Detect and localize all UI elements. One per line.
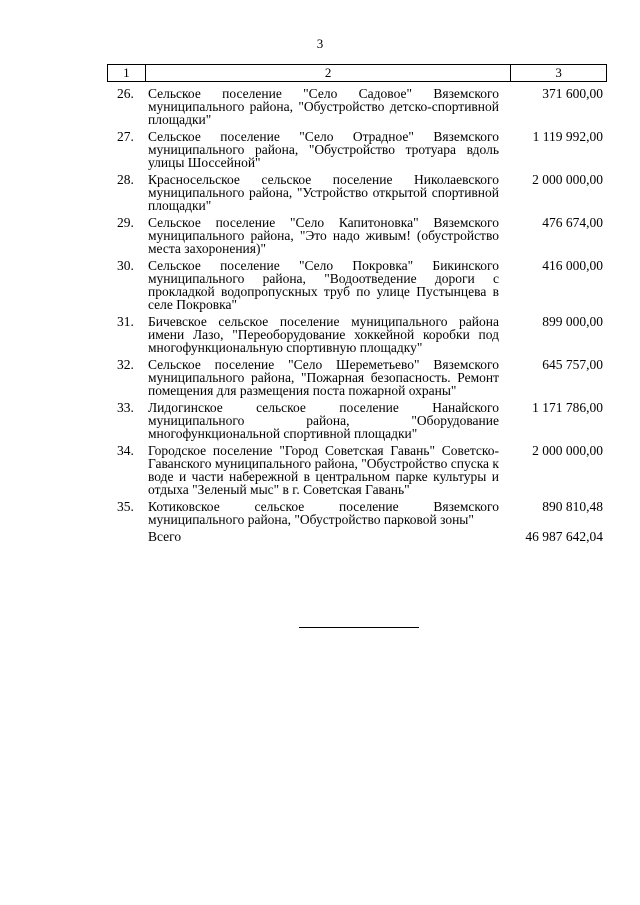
row-number: 35.	[117, 499, 134, 514]
row-number: 27.	[117, 129, 134, 144]
total-row	[107, 530, 607, 543]
table-row	[107, 315, 607, 354]
row-number: 29.	[117, 215, 134, 230]
row-number: 34.	[117, 443, 134, 458]
row-description: Сельское поселение "Село Садовое" Вяземского муниципального района, "Обустройство детско-спортивной площадки"	[148, 86, 499, 127]
table-row	[107, 130, 607, 169]
row-description: Котиковское сельское поселение Вяземского муниципального района, "Обустройство парковой зоны"	[148, 499, 499, 527]
row-amount: 1 119 992,00	[532, 129, 603, 144]
column-header-table	[107, 64, 607, 82]
row-number: 31.	[117, 314, 134, 329]
row-amount: 416 000,00	[542, 258, 603, 273]
row-description: Лидогинское сельское поселение Нанайского муниципального района, "Оборудование многофункциональной спортивной площадки"	[148, 400, 499, 441]
row-amount: 371 600,00	[542, 86, 603, 101]
row-description: Сельское поселение "Село Шереметьево" Вяземского муниципального района, "Пожарная безопасность. Ремонт помещения для размещения поста пожарной охраны"	[148, 357, 499, 398]
row-number: 30.	[117, 258, 134, 273]
table-row	[107, 259, 607, 311]
total-amount: 46 987 642,04	[525, 529, 603, 544]
column-header-1: 1	[108, 65, 146, 82]
row-description: Сельское поселение "Село Капитоновка" Вяземского муниципального района, "Это надо живым! (обустройство места захоронения)"	[148, 215, 499, 256]
row-amount: 2 000 000,00	[532, 172, 603, 187]
row-description: Городское поселение "Город Советская Гавань" Советско-Гаванского муниципального района, "Обустройство спуска к воде и части набережной в центральном парке культуры и отдыха "Зеленый мыс" в г. Советская Гавань"	[148, 443, 499, 497]
column-header-3: 3	[511, 65, 607, 82]
row-description: Бичевское сельское поселение муниципального района имени Лазо, "Переоборудование хоккейной коробки под многофункциональную спортивную площадку"	[148, 314, 499, 355]
column-header-2: 2	[145, 65, 510, 82]
table-row	[107, 500, 607, 526]
table-row	[107, 444, 607, 496]
row-amount: 899 000,00	[542, 314, 603, 329]
table-row	[107, 401, 607, 440]
row-amount: 2 000 000,00	[532, 443, 603, 458]
end-divider	[299, 627, 419, 628]
table-body	[107, 87, 607, 547]
page-number: 3	[316, 36, 324, 51]
row-amount: 890 810,48	[542, 499, 603, 514]
table-row	[107, 216, 607, 255]
row-amount: 1 171 786,00	[532, 400, 603, 415]
row-number: 28.	[117, 172, 134, 187]
row-number: 26.	[117, 86, 134, 101]
total-label: Всего	[148, 529, 182, 544]
row-description: Сельское поселение "Село Покровка" Бикинского муниципального района, "Водоотведение дороги с прокладкой водопропускных труб по улице Пустынцева в селе Покровка"	[148, 258, 499, 312]
row-description: Красносельское сельское поселение Николаевского муниципального района, "Устройство открытой спортивной площадки"	[148, 172, 499, 213]
row-amount: 476 674,00	[542, 215, 603, 230]
column-header-row	[108, 65, 607, 82]
row-description: Сельское поселение "Село Отрадное" Вяземского муниципального района, "Обустройство тротуара вдоль улицы Шоссейной"	[148, 129, 499, 170]
row-number: 33.	[117, 400, 134, 415]
row-amount: 645 757,00	[542, 357, 603, 372]
table-row	[107, 87, 607, 126]
row-number: 32.	[117, 357, 134, 372]
table-row	[107, 358, 607, 397]
table-row	[107, 173, 607, 212]
